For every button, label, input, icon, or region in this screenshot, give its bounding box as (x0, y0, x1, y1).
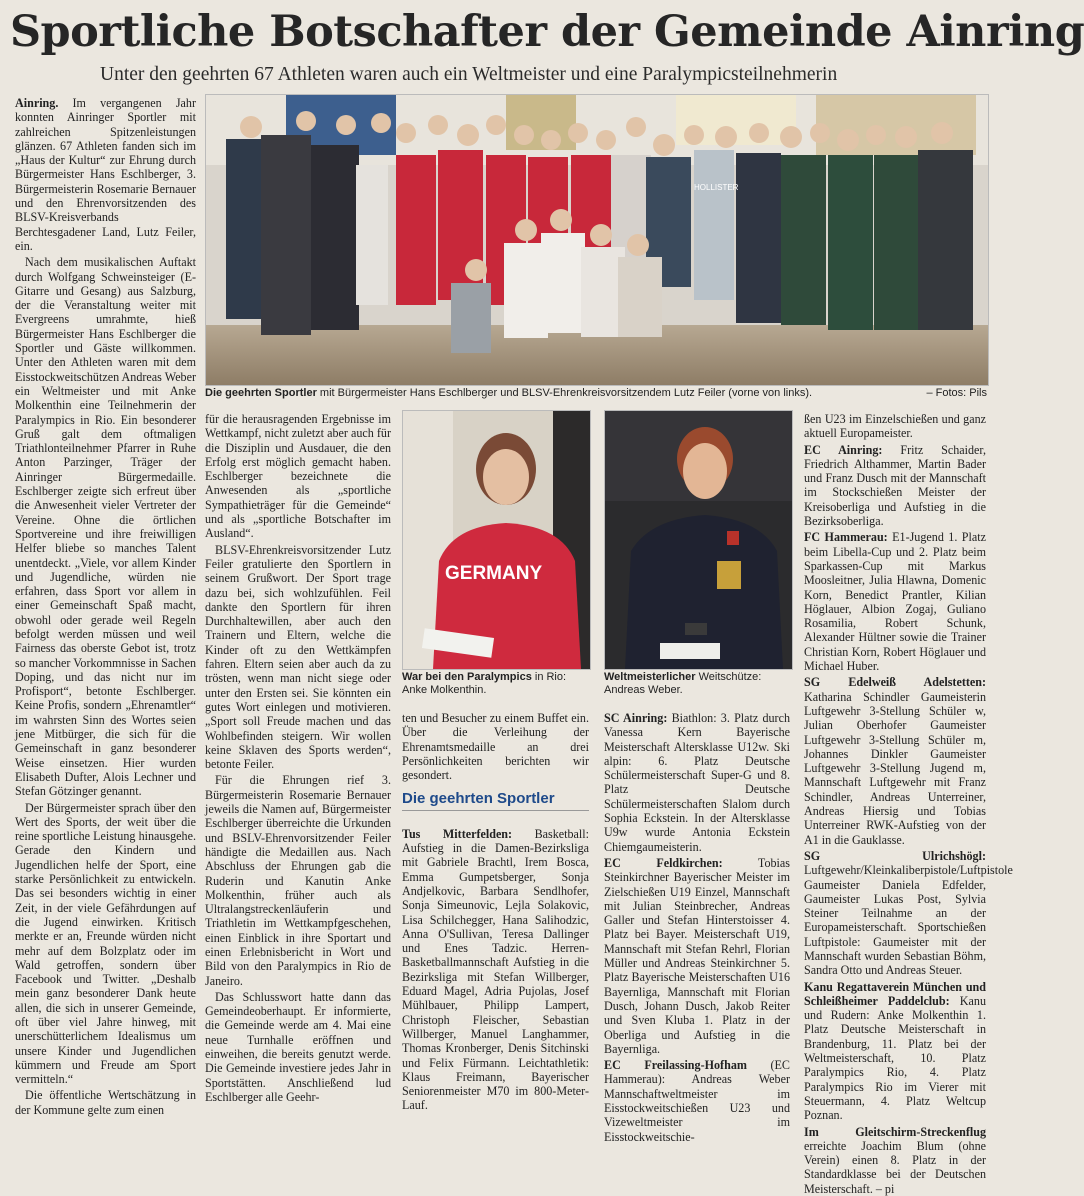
paragraph-text: Für die Ehrungen rief 3. Bürgermeisterin Rosemarie Bernauer jeweils die Namen auf, Bürgermeister Eschlberger überreichte die Urkunden und BSLV-Ehrenvorsitzender Feiler händigte die Medaillen aus. Nach Abschluss der Ehrungen gab die Ruderin und Kanutin Anke Molkenthin, früher auch als Ultralangstreckenläuferin und Triathletin im Wettkampfgeschehen, einen Einblick in ihre Sportart und einen Erlebnisbericht in Wort und Bild von den Paralympics in Rio de Janeiro. (205, 773, 391, 988)
paragraph-lead: Im Gleitschirm-Streckenflug (804, 1124, 986, 1139)
hollister-shirt-text: HOLLISTER (694, 183, 739, 192)
paragraph (804, 530, 986, 673)
paragraph-text: Kanu und Rudern: Anke Molkenthin 1. Platz Deutsche Meisterschaft in Brandenburg, 11. Platz bei der Weltmeisterschaft, 10. Platz Paralympics Rio, 4. Platz Paralympics Rio im Vierer mit Steuermann, 4. Platz Weltcup Poznan. (804, 993, 986, 1123)
article-column-1 (15, 96, 196, 1117)
paragraph-text: erreichte Joachim Blum (ohne Verein) einen 8. Platz in der Standardklasse bei der Deutschen Meisterschaft. – pi (804, 1138, 986, 1196)
paragraph-text: für die herausragenden Ergebnisse im Wettkampf, nicht zuletzt aber auch für die Disziplin und Ausdauer, die den Erfolg erst möglich gemacht haben. Eschlberger bezeichnete die Anwesenden als „sportliche Sympathieträger für die Gemeinde“ und als „sportliche Botschafter im Ausland“. (205, 412, 391, 541)
right-caption-text: Weitschütze: Andreas Weber. (604, 671, 762, 696)
paragraph (15, 255, 196, 798)
portrait-molkenthin-image (403, 411, 590, 669)
paragraph-text: Die öffentliche Wertschätzung in der Kommune gelte zum einen (15, 1088, 196, 1117)
honorees-box-title: Die geehrten Sportler (402, 792, 589, 810)
paragraph-lead: SC Ainring: (604, 711, 668, 725)
paragraph-lead: SG Ulrichshögl: (804, 848, 986, 863)
article-subheadline: Unter den geehrten 67 Athleten waren auch ein Weltmeister und eine Paralympicsteilnehmerin (100, 64, 838, 85)
paragraph (402, 711, 589, 782)
paragraph-lead: FC Hammerau: (804, 530, 888, 545)
paragraph (804, 412, 986, 441)
paragraph-lead: EC Freilassing-Hofham (604, 1058, 747, 1073)
paragraph (15, 96, 196, 253)
paragraph (604, 856, 790, 1056)
group-photo (205, 94, 989, 386)
paragraph (804, 848, 1013, 978)
paragraph (205, 990, 391, 1104)
article-column-5 (804, 412, 1013, 1196)
paragraph (804, 443, 986, 529)
paragraph-text: Im vergangenen Jahr konnten Ainringer Sportler mit zahlreichen Spitzenleistungen glänzen. 67 Athleten fanden sich im „Haus der Kultur“ zur Ehrung durch Bürgermeister Hans Eschlberger, 3. Bürgermeisterin Rosemarie Bernauer und den Ehrenvorsitzenden des BLSV-Kreisverbands Berchtesgadener Land, Lutz Feiler, ein. (15, 96, 196, 253)
paragraph-text: Luftgewehr/Kleinkaliberpistole/Luftpistole Gaumeister Daniela Edfelder, Gaumeister Lukas Post, Sylvia Steiner Teilnahme an der Europameisterschaft. Sportschießen Luftpistole: Gaumeister mit der Mannschaft wurden Sebastian Böhm, Sandra Otto und Andreas Steuer. (804, 863, 1013, 978)
paragraph-text: ten und Besucher zu einem Buffet ein. Über die Verleihung der Ehrenamtsmedaille an drei Persönlichkeiten berichten wir gesondert. (402, 711, 589, 783)
paragraph-text: BLSV-Ehrenkreisvorsitzender Lutz Feiler gratulierte den Sportlern in seinem Grußwort. Der Sport trage dazu bei, sich wohlzufühlen. Feil dankte den Sportlern für ihren Durchhaltewillen, aber auch den Trainern und Eltern, welche die Kinder oft zu den Wettkämpfen fahren. Eltern seien aber auch da zu trösten, wenn man nicht siege oder unter den Ersten sei. Sie könnten ein gutes Wort einlegen und motivieren. „Sport soll Freude machen und das Wohlbefinden steigern. Wir wollen keine Sklaven des Sports werden“, betonte Feiler. (205, 542, 391, 772)
paragraph-text: Nach dem musikalischen Auftakt durch Wolfgang Schweinsteiger (E-Gitarre und Gesang) aus Salzburg, der die Veranstaltung weiter mit Evergreens umrahmte, hieß Bürgermeister Hans Eschlberger die Sportler und Gäste willkommen. Unter den Athleten waren mit dem Eisstockweitschützen Andreas Weber ein Weltmeister und mit Anke Molkenthin eine Teilnehmerin der Paralympics in Rio. Ein besonderer Gruß galt dem oftmaligen Triathlonteilnehmer Pfarrer in Ruhe Anton Parzinger, Träger der Ainringer Bürgermedaille. Eschlberger zeigte sich erfreut über die Anwesenheit vieler Vertreter der Vereine. Ohne die örtlichen Sportvereine und ihre freiwilligen Helfer bliebe so manches Talent unentdeckt. „Viele, vor allem Kinder und Jugendliche, würden nie erfahren, dass Sport vor allem in einer Gemeinschaft Spaß macht, obwohl oder gerade weil Regeln befolgt werden müssen und weil Fairness das oberste Gebot ist, trotz so mancher Vorkommnisse in Sachen Doping, und das nicht nur im Profisport“, betonte Eschlberger. Keine Profis, sondern „Ehrenamtler“ im wahrsten Sinn des Wortes seien jene Mitbürger, die sich für die Gemeinschaft in ganz besonderer Weise einsetzen. Hier wurden Elisabeth Dufter, Alois Lechner und Stefan Götzinger genannt. (15, 255, 196, 799)
paragraph (205, 543, 391, 772)
germany-shirt-text: GERMANY (445, 563, 543, 584)
paragraph-text: Der Bürgermeister sprach über den Wert des Sports, der weit über die reine sportliche Leistung hinausgehe. Gerade den Kindern und Jugendlichen helfe der Sport, eine starke Persönlichkeit zu entwickeln. Das sei besonders wichtig in einer Zeit, in der viele Gefährdungen auf die Jugend einwirken. Kritisch merkte er an, Freunde würden nicht mehr auf dem Bolzplatz oder im Wald getroffen, sondern über Facebook und Twitter. „Deshalb mein ganz besonderer Dank heute allen, die sich in unserer Gemeinde, oft über viel Jahre hinweg, mit unerschütterlichem Idealismus um unsere Kinder und Jugendlichen kümmern und Freude am Sport vermitteln.“ (15, 800, 196, 1087)
paragraph (604, 1058, 790, 1144)
paragraph-text: Fritz Schaider, Friedrich Althammer, Martin Bader und Franz Dusch mit der Mannschaft im Stockschießen Meister der Kreisoberliga und Aufstieg in die Bezirksoberliga. (804, 442, 986, 529)
paragraph-text: Tobias Steinkirchner Bayerischer Meister im Zielschießen U19 Einzel, Mannschaft mit Julian Steinbrecher, Andreas Galler und Stefan Hinterstoisser 4. Platz bei Bayer. Meisterschaft U19, Mannschaft mit Stefan Rehrl, Florian Müller und Andreas Steinkirchner 5. Platz Bayerische Meisterschaften U16 Bayernliga, Mannschaft mit Florian Dusch, Johann Dusch, Jakob Reiter und Sven Kluba 1. Platz in der Oberliga und Aufstieg in die Bayernliga. (604, 855, 790, 1056)
paragraph-lead: Ainring. (15, 96, 59, 110)
left-caption-text: in Rio: Anke Molkenthin. (402, 671, 567, 696)
paragraph-text: Katharina Schindler Gaumeisterin Luftgewehr 3-Stellung Schüler w, Julian Oberhofer Gaumeister Luftgewehr 3-Stellung Schüler m, Johannes Dinkler Gaumeister Luftgewehr 3-Stellung Jugend m, Mannschaft Luftgewehr mit Franz Schindler, Andreas Unterreiner, Andreas Hiersig und Tobias Unterreiner RWK-Aufstieg von der A1 in die Gauklasse. (804, 689, 986, 847)
right-caption-bold: Weltmeisterlicher (604, 671, 696, 683)
group-photo-image (206, 95, 988, 385)
group-photo-caption (205, 387, 987, 400)
paragraph (402, 827, 589, 1113)
portrait-weber (604, 410, 793, 670)
paragraph-text: Biathlon: 3. Platz durch Vanessa Kern Bayerische Meisterschaft Altersklasse U12w. Ski alpin: 6. Platz Deutsche Schülermeisterschaft Super-G und 8. Platz Deutsche Schülermeisterschaften Slalom durch Sophia Eckstein. In der Altersklasse U9w wurde Antonia Eckstein Chiemgaumeisterin. (604, 711, 790, 854)
group-caption-text: mit Bürgermeister Hans Eschlberger und BLSV-Ehrenkreisvorsitzendem Lutz Feiler (vorne von links). (316, 387, 813, 399)
article-column-2 (205, 412, 391, 1111)
paragraph-text: ßen U23 im Einzelschießen und ganz aktuell Europameister. (804, 412, 986, 441)
paragraph (804, 1125, 986, 1196)
article-headline: Sportliche Botschafter der Gemeinde Ainring (10, 7, 1084, 57)
portrait-weber-caption (604, 671, 791, 697)
paragraph-text: (EC Hammerau): Andreas Weber Mannschaftweltmeister im Eisstockweitschießen U23 und Vizeweltmeister im Eisstockweitschie- (604, 1058, 790, 1144)
paragraph-lead: SG Edelweiß Adelstetten: (804, 675, 986, 690)
portrait-weber-image (605, 411, 792, 669)
article-column-3 (402, 711, 589, 1111)
left-caption-bold: War bei den Paralympics (402, 671, 532, 683)
paragraph-lead: Tus Mitterfelden: (402, 826, 513, 841)
paragraph-lead: EC Ainring: (804, 442, 883, 457)
paragraph (205, 773, 391, 987)
paragraph (15, 801, 196, 1087)
group-caption-bold: Die geehrten Sportler (205, 387, 317, 399)
paragraph (15, 1088, 196, 1117)
paragraph (604, 711, 790, 854)
paragraph (804, 675, 986, 847)
paragraph-text: E1-Jugend 1. Platz beim Libella-Cup und 2. Platz beim Sparkassen-Cup mit Markus Moosleitner, Julia Hlawna, Domenic Korn, Benedict Prantler, Kilian Höglauer, Albion Zogaj, Guliano Rosamilia, Robert Schunk, Alexander Hültner sowie die Trainer Christian Korn, Robert Höglauer und Michael Huber. (804, 530, 986, 674)
paragraph-lead: EC Feldkirchen: (604, 855, 723, 870)
paragraph (804, 980, 986, 1123)
paragraph-text: Das Schlusswort hatte dann das Gemeindeoberhaupt. Er informierte, die Gemeinde werde am 4. Mai eine neue Turnhalle eröffnen und einweihen, die bereits genutzt werde. Die Gemeinde investiere jedes Jahr in Sportstätten. Anschließend lud Eschlberger alle Geehr- (205, 989, 391, 1104)
paragraph-text: Basketball: Aufstieg in die Damen-Bezirksliga mit Gabriele Brachtl, Irem Bosca, Emma Gumpetsberger, Sonja Andjelkovic, Barbara Sendlhofer, Sonja Simeunovic, Lejla Solakovic, Lisa Schilchegger, Hana Salihodzic, Anna O'Sullivan, Teresa Dallinger und Enes Tadzic. Herren-Basketballmannschaft Aufstieg in die Bezirksliga mit Stefan Willberger, Eduard Magel, Adria Pujolas, Josef Mühlbauer, Philipp Lampert, Christoph Fleischer, Sebastian Willberger, Manuel Langhammer, Thomas Kronberger, Denis Sitchinski und Felix Fürmann. Leichtathletik: Klaus Freimann, Bayerischer Seniorenmeister M70 im 800-Meter-Lauf. (402, 826, 589, 1113)
portrait-molkenthin-caption (402, 671, 589, 697)
photo-credit: – Fotos: Pils (926, 387, 987, 399)
paragraph-lead: Kanu Regattaverein München und Schleißheimer Paddelclub: (804, 979, 986, 1008)
article-column-4 (604, 711, 790, 1144)
portrait-molkenthin (402, 410, 591, 670)
paragraph (205, 412, 391, 541)
